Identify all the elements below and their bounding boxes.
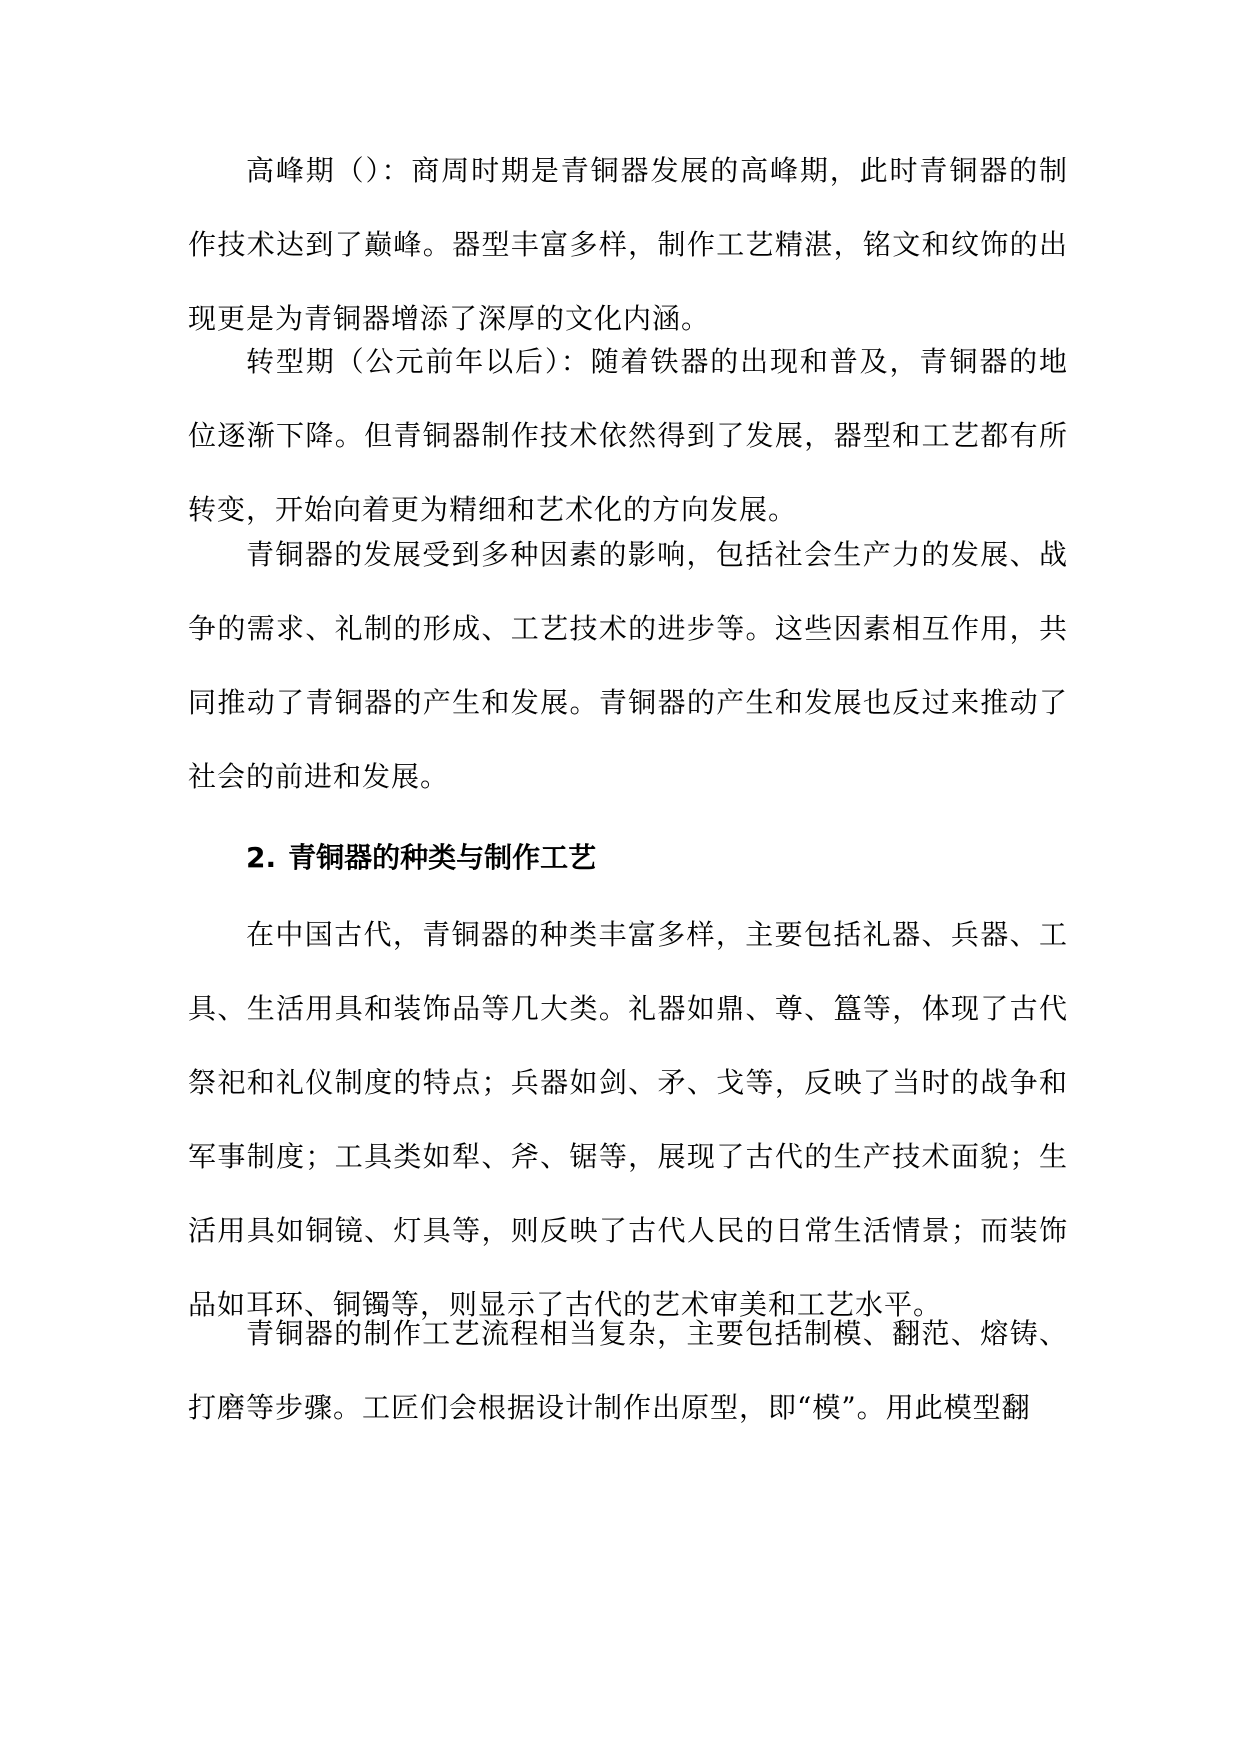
paragraph-transition-period: 转型期（公元前年以后）：随着铁器的出现和普及，青铜器的地位逐渐下降。但青铜器制作技术依然得到了发展，器型和工艺都有所转变，开始向着更为精细和艺术化的方向发展。: [188, 345, 1068, 526]
paragraph-peak-period: 高峰期（）：商周时期是青铜器发展的高峰期，此时青铜器的制作技术达到了巅峰。器型丰富多样，制作工艺精湛，铭文和纹饰的出现更是为青铜器增添了深厚的文化内涵。: [188, 154, 1068, 335]
paragraph-development-factors: 青铜器的发展受到多种因素的影响，包括社会生产力的发展、战争的需求、礼制的形成、工艺技术的进步等。这些因素相互作用，共同推动了青铜器的产生和发展。青铜器的产生和发展也反过来推动了社会的前进和发展。: [188, 538, 1068, 793]
paragraph-bronze-types: 在中国古代，青铜器的种类丰富多样，主要包括礼器、兵器、工具、生活用具和装饰品等几大类。礼器如鼎、尊、簋等，体现了古代祭祀和礼仪制度的特点；兵器如剑、矛、戈等，反映了当时的战争和军事制度；工具类如犁、斧、锯等，展现了古代的生产技术面貌；生活用具如铜镜、灯具等，则反映了古代人民的日常生活情景；而装饰品如耳环、铜镯等，则显示了古代的艺术审美和工艺水平。: [188, 918, 1068, 1321]
paragraph-bronze-process: 青铜器的制作工艺流程相当复杂，主要包括制模、翻范、熔铸、打磨等步骤。工匠们会根据设计制作出原型，即“模”。用此模型翻: [188, 1317, 1068, 1424]
section-number: 2.: [246, 841, 277, 874]
section-title: 青铜器的种类与制作工艺: [288, 841, 597, 874]
section-heading: [246, 838, 596, 878]
